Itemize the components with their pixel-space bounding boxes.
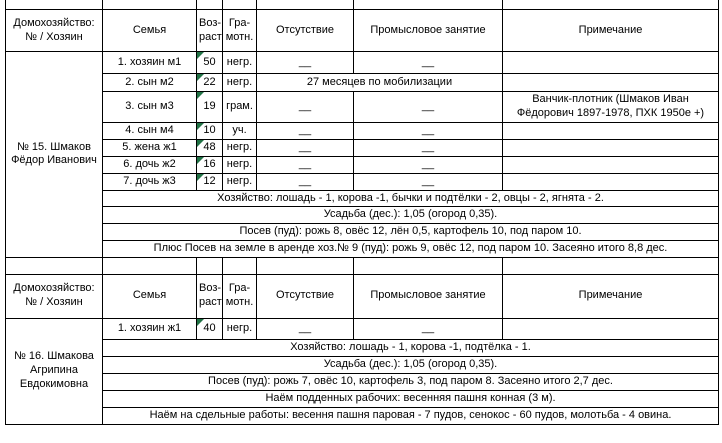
empty-grid-cell — [197, 258, 223, 274]
age-value: 50 — [203, 55, 216, 68]
error-triangle-icon — [197, 123, 204, 130]
absence-cell[interactable]: __ — [257, 318, 354, 339]
literacy-cell[interactable]: негр. — [223, 74, 257, 92]
empty-grid-cell — [354, 0, 503, 9]
header-cell-age[interactable]: Воз-раст — [197, 274, 223, 318]
member-row — [6, 318, 719, 339]
family-cell[interactable]: 7. дочь ж3 — [103, 173, 197, 190]
header-row — [6, 10, 719, 52]
note-cell[interactable] — [503, 74, 719, 92]
literacy-cell[interactable]: грам. — [223, 92, 257, 123]
literacy-cell[interactable]: негр. — [223, 318, 257, 339]
family-cell[interactable]: 4. сын м4 — [103, 122, 197, 139]
absence-cell[interactable]: __ — [257, 122, 354, 139]
summary-cell[interactable]: Плюс Посев на земле в аренде хоз.№ 9 (пуд): рожь 9, овёс 12, под паром 10. Засеяно итого 8,8 дес. — [103, 240, 719, 257]
empty-grid-cell — [103, 0, 197, 9]
owner-cell[interactable]: № 15. Шмаков Фёдор Иванович — [6, 52, 103, 258]
age-cell[interactable] — [197, 122, 223, 139]
absence-cell[interactable]: __ — [257, 139, 354, 156]
member-row — [6, 156, 719, 173]
family-cell[interactable]: 1. хозяин ж1 — [103, 318, 197, 339]
age-value: 12 — [203, 174, 216, 187]
summary-cell[interactable]: Хозяйство: лошадь - 1, корова -1, бычки и подтёлки - 2, овцы - 2, ягнята - 2. — [103, 190, 719, 207]
member-row — [6, 173, 719, 190]
note-cell[interactable]: Ванчик-плотник (Шмаков Иван Фёдорович 1897-1978, ПХК 1950е +) — [503, 92, 719, 123]
literacy-cell[interactable]: негр. — [223, 156, 257, 173]
header-cell-absence[interactable]: Отсутствие — [257, 10, 354, 52]
header-cell-absence[interactable]: Отсутствие — [257, 274, 354, 318]
literacy-cell[interactable]: уч. — [223, 122, 257, 139]
summary-row — [6, 407, 719, 424]
occupation-cell[interactable]: __ — [354, 156, 503, 173]
owner-cell[interactable]: № 16. Шмакова Агрипина Евдокимовна — [6, 318, 103, 424]
header-cell-note[interactable]: Примечание — [503, 10, 719, 52]
note-cell[interactable] — [503, 173, 719, 190]
empty-grid-cell — [223, 0, 257, 9]
header-cell-age[interactable]: Воз-раст — [197, 10, 223, 52]
top-spacer — [5, 0, 719, 9]
absence-cell[interactable]: __ — [257, 173, 354, 190]
absence-occupation-cell[interactable]: 27 месяцев по мобилизации — [257, 74, 503, 92]
empty-grid-cell — [503, 258, 719, 274]
family-cell[interactable]: 5. жена ж1 — [103, 139, 197, 156]
age-cell[interactable] — [197, 92, 223, 123]
age-cell[interactable] — [197, 318, 223, 339]
occupation-cell[interactable]: __ — [354, 139, 503, 156]
household-table-15 — [5, 9, 719, 258]
header-cell-occupation[interactable]: Промысловое занятие — [354, 274, 503, 318]
header-cell-literacy[interactable]: Гра-мотн. — [223, 10, 257, 52]
summary-row — [6, 190, 719, 207]
empty-grid-cell — [257, 258, 354, 274]
occupation-cell[interactable]: __ — [354, 122, 503, 139]
age-value: 19 — [203, 99, 216, 112]
literacy-cell[interactable]: негр. — [223, 52, 257, 74]
note-cell[interactable] — [503, 139, 719, 156]
occupation-cell[interactable]: __ — [354, 52, 503, 74]
summary-cell[interactable]: Хозяйство: лошадь - 1, корова -1, подтёлка - 1. — [103, 339, 719, 356]
summary-row — [6, 240, 719, 257]
literacy-cell[interactable]: негр. — [223, 139, 257, 156]
summary-cell[interactable]: Усадьба (дес.): 1,05 (огород 0,35). — [103, 207, 719, 224]
member-row — [6, 122, 719, 139]
age-value: 22 — [203, 75, 216, 88]
summary-cell[interactable]: Наём подденных рабочих: весенняя пашня конная (3 м). — [103, 390, 719, 407]
occupation-cell[interactable]: __ — [354, 318, 503, 339]
member-row — [6, 74, 719, 92]
absence-cell[interactable]: __ — [257, 92, 354, 123]
summary-row — [6, 224, 719, 241]
header-row — [6, 274, 719, 318]
empty-grid-cell — [6, 258, 103, 274]
summary-row — [6, 373, 719, 390]
member-row — [6, 52, 719, 74]
summary-row — [6, 207, 719, 224]
empty-grid-cell — [257, 0, 354, 9]
header-cell-family[interactable]: Семья — [103, 10, 197, 52]
family-cell[interactable]: 3. сын м3 — [103, 92, 197, 123]
absence-cell[interactable]: __ — [257, 52, 354, 74]
family-cell[interactable]: 1. хозяин м1 — [103, 52, 197, 74]
member-row — [6, 139, 719, 156]
summary-cell[interactable]: Посев (пуд): рожь 7, овёс 10, картофель 3, под паром 8. Засеяно итого 2,7 дес. — [103, 373, 719, 390]
empty-grid-cell — [103, 258, 197, 274]
empty-grid-cell — [354, 258, 503, 274]
family-cell[interactable]: 2. сын м2 — [103, 74, 197, 92]
empty-grid-cell — [197, 0, 223, 9]
age-cell[interactable] — [197, 52, 223, 74]
summary-cell[interactable]: Усадьба (дес.): 1,05 (огород 0,35). — [103, 356, 719, 373]
error-triangle-icon — [197, 174, 204, 181]
summary-row — [6, 356, 719, 373]
error-triangle-icon — [197, 319, 204, 326]
error-triangle-icon — [197, 157, 204, 164]
spacer-row — [6, 0, 719, 9]
empty-grid-cell — [223, 258, 257, 274]
age-cell[interactable] — [197, 173, 223, 190]
between-tables-spacer — [5, 258, 719, 274]
member-row — [6, 92, 719, 123]
error-triangle-icon — [197, 92, 204, 99]
age-value: 16 — [203, 157, 216, 170]
error-triangle-icon — [197, 52, 204, 59]
error-triangle-icon — [197, 74, 204, 81]
error-triangle-icon — [197, 140, 204, 147]
header-cell-family[interactable]: Семья — [103, 274, 197, 318]
age-cell[interactable] — [197, 74, 223, 92]
absence-cell[interactable]: __ — [257, 156, 354, 173]
note-cell[interactable] — [503, 156, 719, 173]
occupation-cell[interactable]: __ — [354, 92, 503, 123]
age-cell[interactable] — [197, 156, 223, 173]
note-cell[interactable] — [503, 52, 719, 74]
age-value: 10 — [203, 123, 216, 136]
note-cell[interactable] — [503, 122, 719, 139]
header-cell-household[interactable]: Домохозяйство: № / Хозяин — [6, 10, 103, 52]
header-cell-occupation[interactable]: Промысловое занятие — [354, 10, 503, 52]
note-cell[interactable] — [503, 318, 719, 339]
summary-cell[interactable]: Наём на сдельные работы: весення пашня паровая - 7 пудов, сенокос - 60 пудов, молотьба - 4 овина. — [103, 407, 719, 424]
summary-row — [6, 390, 719, 407]
spacer-row — [6, 258, 719, 274]
age-value: 40 — [203, 321, 216, 334]
literacy-cell[interactable]: негр. — [223, 173, 257, 190]
empty-grid-cell — [503, 0, 719, 9]
empty-grid-cell — [6, 0, 103, 9]
summary-cell[interactable]: Посев (пуд): рожь 8, овёс 12, лён 0,5, картофель 10, под паром 10. — [103, 224, 719, 241]
occupation-cell[interactable]: __ — [354, 173, 503, 190]
summary-row — [6, 339, 719, 356]
household-table-16 — [5, 274, 719, 425]
header-cell-household[interactable]: Домохозяйство: № / Хозяин — [6, 274, 103, 318]
header-cell-note[interactable]: Примечание — [503, 274, 719, 318]
age-value: 48 — [203, 140, 216, 153]
age-cell[interactable] — [197, 139, 223, 156]
family-cell[interactable]: 6. дочь ж2 — [103, 156, 197, 173]
header-cell-literacy[interactable]: Гра-мотн. — [223, 274, 257, 318]
